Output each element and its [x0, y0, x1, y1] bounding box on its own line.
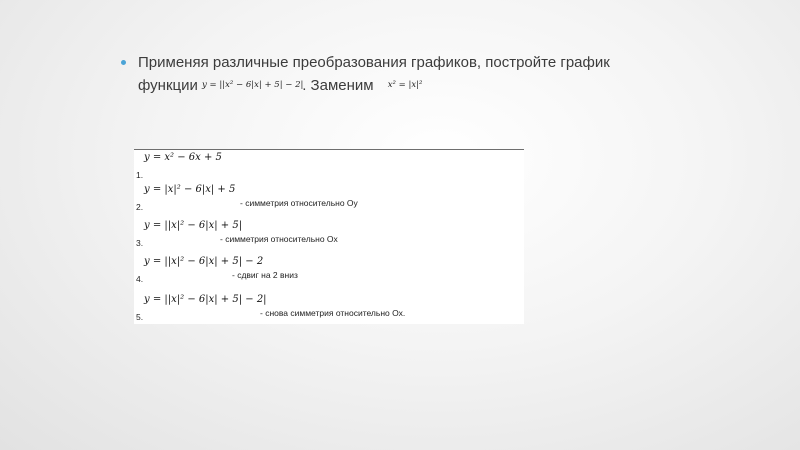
- steps-panel: [134, 149, 524, 324]
- step-row-3: [134, 218, 524, 250]
- step-row-2: [134, 182, 524, 214]
- step-formula: y = ||x|² − 6|x| + 5|: [144, 220, 243, 231]
- step-number: 2.: [136, 202, 144, 212]
- step-number: 3.: [136, 238, 144, 248]
- step-note: - симметрия относительно Оу: [240, 198, 358, 208]
- bullet-text: [138, 52, 698, 97]
- step-note: - снова симметрия относительно Ох.: [260, 308, 406, 318]
- step-formula: y = ||x|² − 6|x| + 5| − 2|: [144, 294, 267, 305]
- step-number: 4.: [136, 274, 144, 284]
- bullet-dot-icon: [121, 60, 126, 65]
- step-number: 5.: [136, 312, 144, 322]
- step-formula: y = ||x|² − 6|x| + 5| − 2: [144, 256, 264, 267]
- step-row-5: [134, 292, 524, 324]
- function-formula: y = ||x² − 6|x| + 5| − 2|: [202, 80, 304, 90]
- function-word: функции: [138, 77, 198, 94]
- replace-formula: x² = |x|²: [387, 80, 423, 90]
- step-row-1: [134, 150, 524, 182]
- bullet-line-1: Применяя различные преобразования графиков, постройте график: [138, 54, 610, 71]
- step-note: - сдвиг на 2 вниз: [232, 270, 298, 280]
- replace-text: . Заменим: [302, 77, 374, 94]
- step-formula: y = |x|² − 6|x| + 5: [144, 184, 236, 195]
- step-note: - симметрия относительно Ох: [220, 234, 338, 244]
- step-row-4: [134, 254, 524, 286]
- bullet-line-2: [138, 74, 698, 97]
- step-formula: y = x² − 6x + 5: [144, 152, 222, 163]
- step-number: 1.: [136, 170, 144, 180]
